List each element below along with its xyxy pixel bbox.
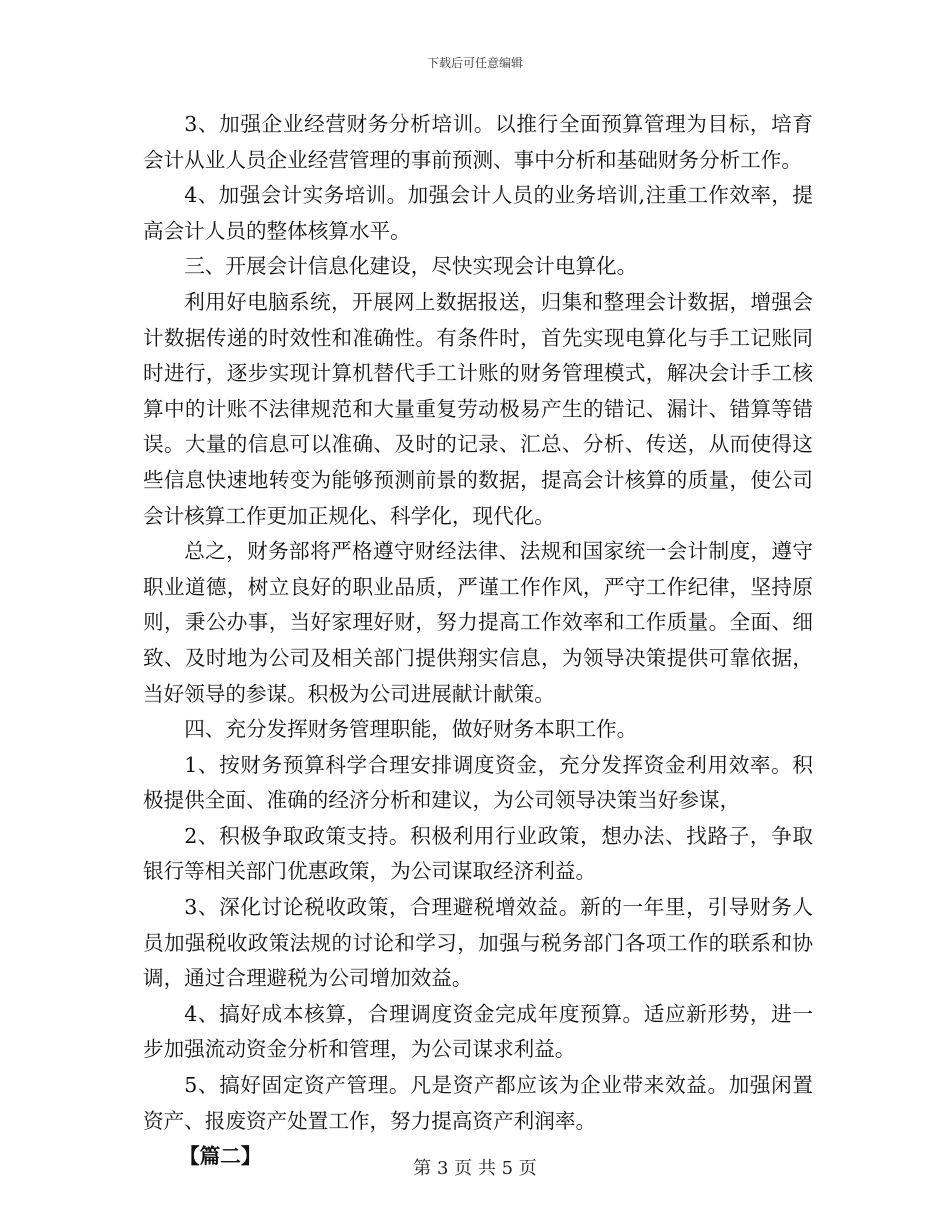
section-heading: 四、充分发挥财务管理职能，做好财务本职工作。 — [184, 717, 638, 742]
paragraph: 5、搞好固定资产管理。凡是资产都应该为企业带来效益。加强闲置资产、报废资产处置工作，努力提高资产利润率。 — [143, 1073, 813, 1133]
paragraph: 4、搞好成本核算，合理调度资金完成年度预算。适应新形势，进一步加强流动资金分析和管理，为公司谋求利益。 — [143, 1001, 813, 1062]
page-header-note: 下载后可任意编辑 — [426, 56, 523, 70]
paragraph: 总之，财务部将严格遵守财经法律、法规和国家统一会计制度，遵守职业道德，树立良好的职业品质，严谨工作作风，严守工作纪律，坚持原则，秉公办事，当好家理好财，努力提高工作效率和工作质量。全面、细致、及时地为公司及相关部门提供翔实信息，为领导决策提供可靠依据，当好领导的参谋。积极为公司进展献计献策。 — [143, 539, 813, 706]
document-body — [143, 107, 813, 1175]
page-number-footer: 第 3 页 共 5 页 — [413, 1158, 537, 1179]
paragraph: 2、积极争取政策支持。积极利用行业政策，想办法、找路子，争取银行等相关部门优惠政策，为公司谋取经济利益。 — [143, 823, 813, 884]
paragraph: 利用好电脑系统，开展网上数据报送，归集和整理会计数据，增强会计数据传递的时效性和准确性。有条件时，首先实现电算化与手工记账同时进行，逐步实现计算机替代手工计账的财务管理模式，解决会计手工核算中的计账不法律规范和大量重复劳动极易产生的错记、漏计、错算等错误。大量的信息可以准确、及时的记录、汇总、分析、传送，从而使得这些信息快速地转变为能够预测前景的数据，提高会计核算的质量，使公司会计核算工作更加正规化、科学化，现代化。 — [143, 289, 813, 528]
paragraph: 4、加强会计实务培训。加强会计人员的业务培训,注重工作效率，提高会计人员的整体核算水平。 — [143, 183, 813, 243]
section-title-part-two: 【篇二】 — [179, 1144, 262, 1169]
section-heading: 三、开展会计信息化建设，尽快实现会计电算化。 — [184, 254, 638, 279]
paragraph: 3、加强企业经营财务分析培训。以推行全面预算管理为目标，培育会计从业人员企业经营管理的事前预测、事中分析和基础财务分析工作。 — [143, 112, 813, 172]
paragraph: 3、深化讨论税收政策，合理避税增效益。新的一年里，引导财务人员加强税收政策法规的讨论和学习，加强与税务部门各项工作的联系和协调，通过合理避税为公司增加效益。 — [143, 895, 813, 991]
paragraph: 1、按财务预算科学合理安排调度资金，充分发挥资金利用效率。积极提供全面、准确的经济分析和建议，为公司领导决策当好参谋， — [143, 752, 813, 813]
